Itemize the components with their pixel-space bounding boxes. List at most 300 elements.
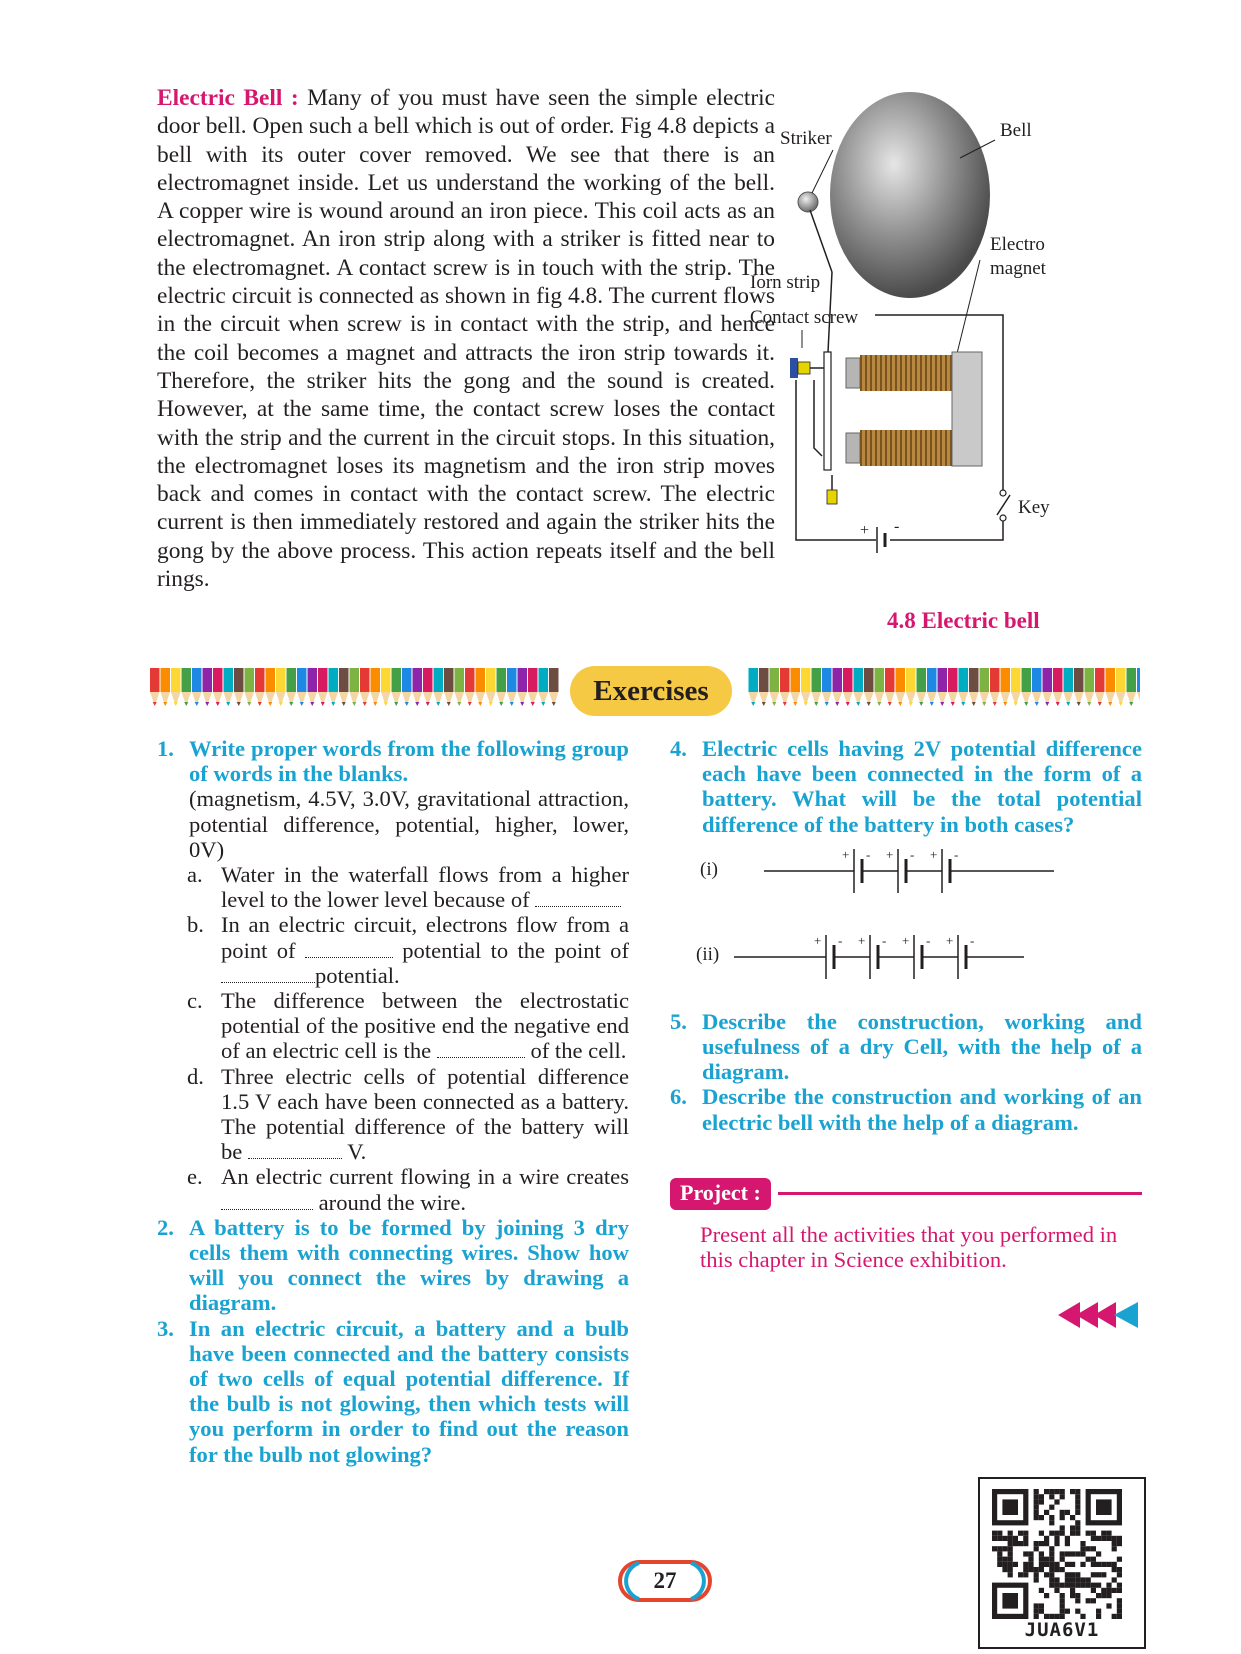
pencil xyxy=(917,668,927,692)
qr-module xyxy=(1096,1609,1101,1614)
qr-module xyxy=(1096,1593,1101,1598)
qr-module xyxy=(1070,1572,1075,1577)
qr-module xyxy=(1002,1557,1007,1562)
qr-module xyxy=(1049,1572,1054,1577)
cell-minus-sign: - xyxy=(926,932,931,948)
pencil-lead xyxy=(1119,702,1123,706)
question-6-text: Describe the construction and working of an electric bell with the help of a diagram. xyxy=(702,1084,1142,1135)
pencil xyxy=(801,668,811,692)
qr-module xyxy=(1091,1588,1096,1593)
pencil-lead xyxy=(184,702,188,706)
label-minus: - xyxy=(894,518,900,535)
qr-module xyxy=(1008,1541,1013,1546)
pencil xyxy=(423,668,433,692)
qr-module xyxy=(1039,1515,1044,1520)
qr-module xyxy=(1075,1593,1080,1598)
qr-module xyxy=(1008,1536,1013,1541)
qr-module xyxy=(1060,1551,1065,1556)
label-iron-strip: Iorn strip xyxy=(750,272,821,293)
pencil-lead xyxy=(321,702,325,706)
qr-module xyxy=(1070,1562,1075,1567)
qr-module xyxy=(1070,1489,1075,1494)
qr-module xyxy=(1065,1583,1070,1588)
blank xyxy=(221,1192,313,1210)
blank xyxy=(221,965,315,983)
question-5-text: Describe the construction, working and usefulness of a dry Cell, with the help of a diagram. xyxy=(702,1008,1142,1085)
qr-module xyxy=(1091,1546,1096,1551)
qr-module xyxy=(1054,1567,1059,1572)
case-i-label: (i) xyxy=(700,858,718,880)
pencil-lead xyxy=(405,702,409,706)
qr-module xyxy=(1112,1562,1117,1567)
qr-module xyxy=(1117,1567,1122,1572)
qr-module xyxy=(1008,1531,1013,1536)
qr-module xyxy=(1008,1567,1013,1572)
pencil xyxy=(1011,668,1021,692)
qr-module xyxy=(1075,1531,1080,1536)
qr-module xyxy=(1075,1525,1080,1530)
label-electro: Electro xyxy=(990,234,1045,255)
qr-module xyxy=(1086,1546,1091,1551)
qr-module xyxy=(1023,1541,1028,1546)
pencil xyxy=(528,668,538,692)
qr-code xyxy=(978,1477,1146,1649)
sub-letter: d. xyxy=(187,1063,204,1089)
coil-lower xyxy=(860,430,952,466)
qr-module xyxy=(1034,1572,1039,1577)
pencil-lead xyxy=(1129,702,1133,706)
cell-plus-sign: + xyxy=(858,932,866,948)
qr-module xyxy=(1018,1531,1023,1536)
qr-module xyxy=(1065,1541,1070,1546)
pencil xyxy=(255,668,265,692)
pencil-lead xyxy=(888,702,892,706)
qr-module xyxy=(992,1536,997,1541)
back-arrows-icon xyxy=(1058,1300,1142,1335)
qr-module xyxy=(1049,1557,1054,1562)
qr-module xyxy=(1070,1588,1075,1593)
qr-module xyxy=(1080,1551,1085,1556)
pencil-lead xyxy=(898,702,902,706)
pencil xyxy=(1106,668,1116,692)
qr-module xyxy=(1106,1583,1111,1588)
sub-letter: e. xyxy=(187,1164,203,1190)
pencil-lead xyxy=(751,702,755,706)
pencil-lead xyxy=(216,702,220,706)
pencil xyxy=(192,668,202,692)
qr-module xyxy=(1034,1546,1039,1551)
qr-module xyxy=(1044,1562,1049,1567)
project-section xyxy=(670,1178,1142,1272)
pencil xyxy=(402,668,412,692)
qr-module xyxy=(1060,1583,1065,1588)
cell-plus-sign: + xyxy=(930,846,938,862)
pencil xyxy=(549,668,559,692)
qr-module xyxy=(1106,1603,1111,1608)
question-1d-text-1: Three electric cells of potential difference 1.5 V each have been connected as a battery. The potential difference of the battery will be xyxy=(221,1063,629,1165)
blank xyxy=(437,1040,525,1058)
cell-minus-sign: - xyxy=(954,846,959,862)
qr-module xyxy=(1091,1531,1096,1536)
cell-minus-sign: - xyxy=(882,932,887,948)
question-2-number: 2. xyxy=(157,1214,174,1240)
qr-module xyxy=(1101,1536,1106,1541)
label-bell: Bell xyxy=(1000,120,1032,141)
pencil-lead xyxy=(205,702,209,706)
pencil xyxy=(770,668,780,692)
pencil xyxy=(182,668,192,692)
qr-module xyxy=(1065,1609,1070,1614)
qr-module xyxy=(1054,1541,1059,1546)
qr-module xyxy=(1023,1562,1028,1567)
question-1c-text-1: The difference between the electrostatic potential of the positive end the negative end of an electric cell is the xyxy=(221,988,629,1064)
pencil xyxy=(171,668,181,692)
qr-module xyxy=(1070,1515,1075,1520)
question-1a-text: Water in the waterfall flows from a higher level to the lower level because of xyxy=(221,862,629,913)
qr-module xyxy=(1070,1551,1075,1556)
qr-module xyxy=(1034,1577,1039,1582)
qr-module xyxy=(1096,1562,1101,1567)
qr-module xyxy=(1106,1593,1111,1598)
qr-module xyxy=(1039,1603,1044,1608)
pencil xyxy=(486,668,496,692)
pencil xyxy=(1095,668,1105,692)
exercises-banner xyxy=(150,662,1140,722)
pencil xyxy=(843,668,853,692)
qr-module xyxy=(1112,1546,1117,1551)
qr-finder-center xyxy=(1002,1499,1018,1515)
pencil-lead xyxy=(279,702,283,706)
pencil xyxy=(1043,668,1053,692)
qr-module xyxy=(1091,1572,1096,1577)
question-1-options: (magnetism, 4.5V, 3.0V, gravitational attraction, potential difference, potential, higher, lower, 0V) xyxy=(189,786,629,862)
qr-module xyxy=(1091,1583,1096,1588)
qr-module xyxy=(1065,1536,1070,1541)
qr-module xyxy=(1080,1541,1085,1546)
blank xyxy=(248,1141,342,1159)
qr-module xyxy=(1075,1499,1080,1504)
cell-minus-sign: - xyxy=(838,932,843,948)
pencil xyxy=(1127,668,1137,692)
qr-module xyxy=(1054,1577,1059,1582)
pencil-lead xyxy=(972,702,976,706)
qr-module xyxy=(1070,1531,1075,1536)
pencil-lead xyxy=(1014,702,1018,706)
qr-module xyxy=(1075,1520,1080,1525)
pencil xyxy=(1022,668,1032,692)
qr-module xyxy=(1065,1510,1070,1515)
qr-module xyxy=(1060,1567,1065,1572)
pencil xyxy=(1001,668,1011,692)
pencil-lead xyxy=(541,702,545,706)
pencil-lead xyxy=(394,702,398,706)
pencil-lead xyxy=(510,702,514,706)
pencil xyxy=(476,668,486,692)
pencil-lead xyxy=(762,702,766,706)
pencil-lead xyxy=(195,702,199,706)
pencil xyxy=(245,668,255,692)
pencil-lead xyxy=(856,702,860,706)
qr-module xyxy=(1049,1489,1054,1494)
qr-module xyxy=(1075,1510,1080,1515)
qr-module xyxy=(1101,1572,1106,1577)
battery-circuit-ii xyxy=(734,929,1034,985)
question-4-text: Electric cells having 2V potential difference each have been connected in the form of a battery. What will be the total potential difference of the battery in both cases? xyxy=(702,736,1142,837)
qr-module xyxy=(1039,1531,1044,1536)
project-label: Project : xyxy=(670,1178,771,1210)
pencil-lead xyxy=(247,702,251,706)
question-6-number: 6. xyxy=(670,1084,687,1110)
qr-module xyxy=(1034,1489,1039,1494)
pencil xyxy=(318,668,328,692)
qr-module xyxy=(1049,1494,1054,1499)
pencil-lead xyxy=(342,702,346,706)
pencil xyxy=(434,668,444,692)
pencil-lead xyxy=(1024,702,1028,706)
pencil xyxy=(759,668,769,692)
qr-module xyxy=(1070,1593,1075,1598)
pencil-lead xyxy=(153,702,157,706)
question-5 xyxy=(670,1009,1142,1085)
qr-module xyxy=(1049,1515,1054,1520)
pencil-lead xyxy=(940,702,944,706)
cell-minus-sign: - xyxy=(910,846,915,862)
pencil xyxy=(980,668,990,692)
question-1c-text-2: of the cell. xyxy=(524,1038,627,1064)
qr-module xyxy=(1054,1562,1059,1567)
qr-module xyxy=(1091,1536,1096,1541)
qr-module xyxy=(1086,1531,1091,1536)
pencil-lead xyxy=(1045,702,1049,706)
pencil xyxy=(465,668,475,692)
qr-module xyxy=(1044,1489,1049,1494)
exercises-title: Exercises xyxy=(570,666,732,716)
pencil-lead xyxy=(226,702,230,706)
pencil-lead xyxy=(520,702,524,706)
pencil-lead xyxy=(258,702,262,706)
qr-module xyxy=(1034,1510,1039,1515)
qr-module xyxy=(1112,1536,1117,1541)
pencil xyxy=(969,668,979,692)
pencil-lead xyxy=(1087,702,1091,706)
project-rule xyxy=(778,1192,1142,1195)
qr-module xyxy=(992,1546,997,1551)
qr-module xyxy=(1049,1551,1054,1556)
qr-module xyxy=(1023,1572,1028,1577)
qr-module xyxy=(1106,1536,1111,1541)
qr-module xyxy=(1028,1557,1033,1562)
qr-code-text: JUA6V1 xyxy=(1024,1619,1100,1641)
qr-module xyxy=(1060,1593,1065,1598)
pencil xyxy=(875,668,885,692)
intro-text: Many of you must have seen the simple electric door bell. Open such a bell which is out of order. Fig 4.8 depicts a bell with its outer cover removed. We see that there is an electromagnet inside. Let us understand the working of the bell. A copper wire is wound around an iron piece. This coil acts as an electromagnet. An iron strip along with a striker is fitted near to the electromagnet. A contact screw is in touch with the strip. The electric circuit is connected as shown in fig 4.8. The current flows in the circuit when screw is in contact with the strip, and hence the coil becomes a magnet and attracts the iron strip towards it. Therefore, the striker hits the gong and the sound is created. However, at the same time, the contact screw loses the contact with the strip and the current in the circuit stops. In this situation, the electromagnet loses its magnetism and the iron strip moves back and comes in contact with the contact screw. The electric current is then immediately restored and again the striker hits the gong by the above process. This action repeats itself and the bell rings. xyxy=(157,85,775,593)
qr-module xyxy=(1018,1541,1023,1546)
pencil xyxy=(1053,668,1063,692)
pencil xyxy=(864,668,874,692)
qr-module xyxy=(1028,1567,1033,1572)
qr-module xyxy=(1091,1557,1096,1562)
pencil-lead xyxy=(489,702,493,706)
pencil-lead xyxy=(352,702,356,706)
qr-module xyxy=(1101,1593,1106,1598)
coil-upper xyxy=(860,355,952,391)
case-ii-label: (ii) xyxy=(696,943,720,965)
pencil-lead xyxy=(814,702,818,706)
qr-module xyxy=(1086,1583,1091,1588)
qr-module xyxy=(1034,1541,1039,1546)
pencil xyxy=(959,668,969,692)
qr-module xyxy=(1117,1557,1122,1562)
question-1-number: 1. xyxy=(157,736,174,761)
cell-plus-sign: + xyxy=(814,932,822,948)
qr-module xyxy=(1008,1551,1013,1556)
pencil-lead xyxy=(825,702,829,706)
question-1e-text-2: around the wire. xyxy=(313,1189,467,1215)
qr-module xyxy=(1044,1593,1049,1598)
qr-module xyxy=(1008,1562,1013,1567)
qr-module xyxy=(1060,1510,1065,1515)
question-1e-text-1: An electric current flowing in a wire creates xyxy=(221,1164,629,1190)
qr-module xyxy=(1034,1494,1039,1499)
cell-plus-sign: + xyxy=(902,932,910,948)
qr-module xyxy=(1008,1572,1013,1577)
qr-module xyxy=(1112,1588,1117,1593)
qr-module xyxy=(1039,1588,1044,1593)
qr-module xyxy=(1091,1562,1096,1567)
cell-minus-sign: - xyxy=(970,932,975,948)
question-2-text: A battery is to be formed by joining 3 dry cells them with connecting wires. Show how will you connect the wires by drawing a diagram. xyxy=(189,1214,629,1316)
qr-module xyxy=(1060,1515,1065,1520)
pencil-lead xyxy=(1066,702,1070,706)
question-1b-text-1: In an electric circuit, electrons flow from a point of xyxy=(221,912,629,963)
question-4 xyxy=(670,736,1142,837)
qr-module xyxy=(1101,1588,1106,1593)
qr-finder-center xyxy=(1096,1499,1112,1515)
pencil xyxy=(276,668,286,692)
qr-module xyxy=(1028,1551,1033,1556)
qr-module xyxy=(1039,1562,1044,1567)
pencil-tip xyxy=(1137,692,1140,706)
pencil-lead xyxy=(174,702,178,706)
qr-module xyxy=(1086,1557,1091,1562)
qr-module xyxy=(1112,1567,1117,1572)
pencil xyxy=(927,668,937,692)
pencil-lead xyxy=(867,702,871,706)
pencil xyxy=(539,668,549,692)
pencil-lead xyxy=(331,702,335,706)
qr-module xyxy=(1023,1551,1028,1556)
qr-module xyxy=(1013,1562,1018,1567)
qr-module xyxy=(1065,1577,1070,1582)
pencil xyxy=(948,668,958,692)
pencil xyxy=(1085,668,1095,692)
sub-letter: a. xyxy=(187,862,203,888)
pencil-lead xyxy=(930,702,934,706)
right-column xyxy=(670,736,1142,1135)
qr-module xyxy=(1044,1510,1049,1515)
qr-module xyxy=(1049,1531,1054,1536)
qr-module xyxy=(1075,1489,1080,1494)
qr-module xyxy=(1008,1557,1013,1562)
pencil xyxy=(360,668,370,692)
qr-module xyxy=(1117,1583,1122,1588)
pencil xyxy=(906,668,916,692)
qr-module xyxy=(1096,1583,1101,1588)
pencil xyxy=(518,668,528,692)
pencil xyxy=(812,668,822,692)
pencil xyxy=(444,668,454,692)
qr-module xyxy=(1002,1546,1007,1551)
qr-module xyxy=(997,1546,1002,1551)
pencil xyxy=(833,668,843,692)
qr-finder-center xyxy=(1002,1593,1018,1609)
pencil-lead xyxy=(415,702,419,706)
pencil-lead xyxy=(300,702,304,706)
pencil xyxy=(854,668,864,692)
qr-module xyxy=(1117,1541,1122,1546)
qr-module xyxy=(1034,1515,1039,1520)
pencil xyxy=(455,668,465,692)
pencil-lead xyxy=(478,702,482,706)
qr-module xyxy=(1049,1562,1054,1567)
qr-module xyxy=(1049,1567,1054,1572)
question-1e xyxy=(187,1164,629,1214)
qr-module xyxy=(1106,1588,1111,1593)
qr-module xyxy=(1060,1609,1065,1614)
pencil xyxy=(896,668,906,692)
pencil-lead xyxy=(1003,702,1007,706)
qr-module xyxy=(1049,1583,1054,1588)
pencil xyxy=(749,668,759,692)
qr-module xyxy=(1039,1609,1044,1614)
question-3-number: 3. xyxy=(157,1315,174,1341)
label-striker: Striker xyxy=(780,128,832,149)
qr-module xyxy=(1034,1609,1039,1614)
pencil-lead xyxy=(835,702,839,706)
question-1b-text-3: potential. xyxy=(315,962,400,988)
qr-module xyxy=(1039,1499,1044,1504)
pencil xyxy=(413,668,423,692)
qr-module xyxy=(1106,1562,1111,1567)
qr-module xyxy=(1091,1598,1096,1603)
pencil xyxy=(381,668,391,692)
qr-module xyxy=(1002,1567,1007,1572)
electric-bell-diagram xyxy=(790,90,1150,610)
pencil-lead xyxy=(436,702,440,706)
pencil-lead xyxy=(961,702,965,706)
question-1d-text-2: V. xyxy=(341,1139,367,1165)
qr-module xyxy=(1034,1567,1039,1572)
qr-module xyxy=(1049,1577,1054,1582)
pencil xyxy=(339,668,349,692)
label-contact-screw: Contact screw xyxy=(750,307,859,328)
qr-module xyxy=(1018,1572,1023,1577)
qr-module xyxy=(1060,1494,1065,1499)
question-2 xyxy=(157,1215,629,1316)
qr-module xyxy=(992,1531,997,1536)
pencil xyxy=(287,668,297,692)
pencil xyxy=(213,668,223,692)
pencil-lead xyxy=(289,702,293,706)
qr-module xyxy=(1065,1551,1070,1556)
qr-module xyxy=(1096,1536,1101,1541)
qr-module xyxy=(1054,1489,1059,1494)
question-1c xyxy=(187,988,629,1064)
cell-plus-sign: + xyxy=(886,846,894,862)
pencil-lead xyxy=(310,702,314,706)
left-column xyxy=(157,736,629,1467)
pencil-lead xyxy=(919,702,923,706)
